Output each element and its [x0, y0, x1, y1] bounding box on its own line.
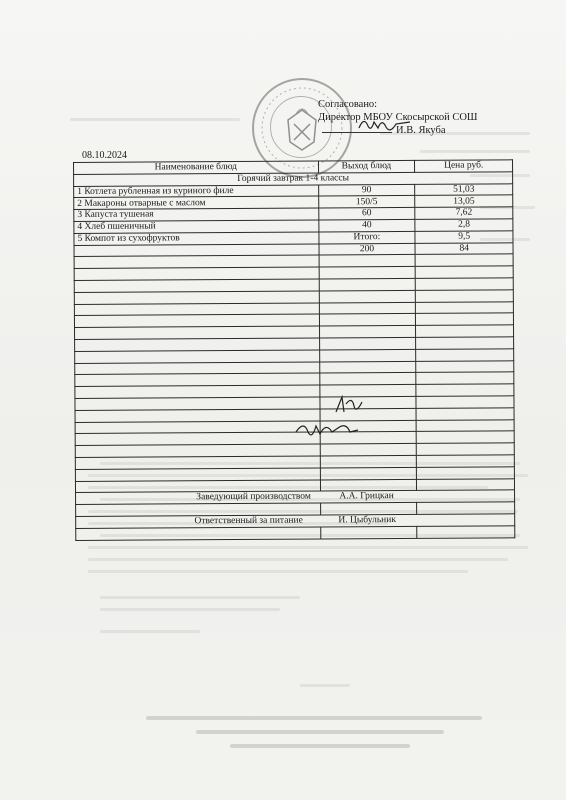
dish-name: 1 Котлета рубленная из куриного филе — [74, 185, 319, 198]
dish-name: 5 Компот из сухофруктов — [74, 232, 319, 245]
header-yield: Выход блюд — [318, 160, 415, 172]
header-price: Цена руб. — [415, 160, 513, 172]
dish-price: 2,8 — [415, 219, 513, 231]
empty-row — [76, 526, 515, 540]
dish-yield: 40 — [318, 219, 415, 231]
header-dish-name: Наименование блюд — [74, 161, 319, 174]
nutrition-resp-label: Ответственный за питание — [194, 515, 303, 527]
dish-yield: 150/5 — [318, 196, 415, 208]
approval-position: Директор МБОУ Скосырской СОШ — [318, 112, 478, 123]
total-label: Итого: — [318, 231, 415, 243]
approval-signer: И.В. Якуба — [396, 125, 446, 136]
nutrition-resp-signature — [294, 418, 362, 440]
dish-name: 2 Макароны отварные с маслом — [74, 196, 319, 209]
dish-yield: 90 — [318, 184, 415, 196]
total-value: 84 — [415, 242, 513, 254]
dish-name: 4 Хлеб пшеничный — [74, 220, 319, 233]
production-head-signature — [332, 394, 366, 416]
dish-price: 51,03 — [415, 183, 513, 195]
document-date: 08.10.2024 — [82, 150, 127, 161]
production-head-label: Заведующий производством — [196, 492, 311, 503]
dish-price: 9,5 — [415, 231, 513, 243]
production-head-name: А.А. Грицкан — [339, 491, 394, 502]
dish-price: 7,62 — [415, 207, 513, 219]
menu-table — [73, 159, 515, 540]
dish-yield: 60 — [318, 208, 415, 220]
dish-yield: 200 — [319, 243, 416, 255]
meal-section-title: Горячий завтрак 1-4 классы — [74, 172, 513, 186]
director-signature — [356, 112, 416, 134]
dish-price: 13,05 — [415, 195, 513, 207]
approval-label: Согласовано: — [318, 99, 378, 110]
nutrition-resp-name: И. Цыбульник — [338, 515, 396, 526]
dish-name: 3 Капуста тушеная — [74, 208, 319, 221]
